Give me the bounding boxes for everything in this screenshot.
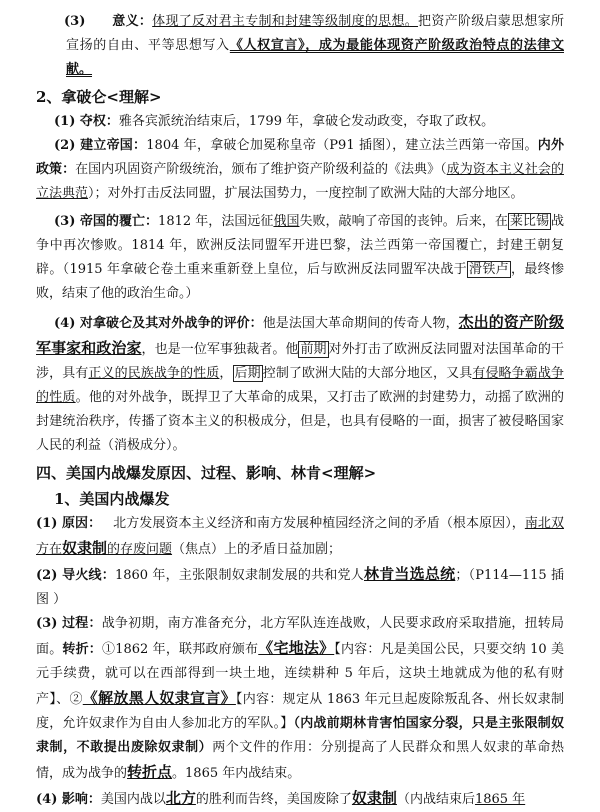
cause-text-5: （焦点）上的矛盾日益加剧； xyxy=(172,542,342,557)
process-text-6: 【内容：规定从 1863 年元旦起废除叛乱各、州长奴隶制度，允许奴隶作为自由人参加北方的军队。】 xyxy=(36,692,564,731)
item-text-5: 战争中再次惨败。1814 年，欧洲反法同盟军开进巴黎，法兰西第一帝国覆亡，封建王朝复辟。（1915 年拿破仑卷土重来重新登上皇位，后与欧洲反法同盟军决战于 xyxy=(36,214,564,277)
eval-text-7: ， xyxy=(219,366,233,381)
item-label: (1) 夺权： xyxy=(54,114,119,129)
item-number: (3) xyxy=(64,14,86,29)
turning-point: 转折点 xyxy=(127,763,173,781)
civil-war-trigger xyxy=(36,562,564,612)
impact-text-6: 1865 年 xyxy=(474,792,526,807)
item-text-1: 1812 年，法国远征 xyxy=(158,214,274,229)
process-text-10: 。1865 年内战结束。 xyxy=(172,766,301,781)
item-label: (2) 导火线： xyxy=(36,568,115,583)
section-heading-usa: 四、美国内战爆发原因、过程、影响、林肯<理解> xyxy=(36,464,377,482)
eval-text-9: 控制了欧洲大陆的大部分地区，又具 xyxy=(262,366,473,381)
meaning-text-1: 体现了反对君主专制和封建等级制度的思想。 xyxy=(152,14,419,29)
eval-text-2: 杰出的资产阶级军事家和政治家 xyxy=(36,313,564,357)
cause-text-4: 的存废问题 xyxy=(107,542,173,557)
trigger-text-1: 1860 年，主张限制奴隶制发展的共和党人 xyxy=(114,568,364,583)
eval-text-6: 正义的民族战争的性质 xyxy=(88,366,220,381)
item-label: 意义： xyxy=(112,14,153,29)
meaning-text-2: 把资产阶级启蒙思想家所宣扬的自由、平等思想写入 xyxy=(66,14,564,53)
impact-text-2: 北方 xyxy=(165,789,196,807)
item-label: (3) 过程： xyxy=(36,616,102,631)
russia-text: 俄国 xyxy=(273,214,300,229)
item-text-3: 失败，敲响了帝国的丧钟。后来，在 xyxy=(299,214,508,229)
emancipation-proclamation: 《解放黑人奴隶宣言》 xyxy=(82,689,236,707)
item-text-7: ，最终惨败，结束了他的政治生命。） xyxy=(36,262,564,301)
trigger-text-2: 林肯当选总统 xyxy=(363,565,456,583)
item-label: (1) 原因： xyxy=(36,516,102,531)
homestead-act: 《宅地法》 xyxy=(258,639,335,657)
civil-war-process xyxy=(36,612,564,786)
eval-text-11: 。他的对外战争，既捍卫了大革命的成果，又打击了欧洲的封建势力，动摇了欧洲的封建统治秩序，传播了资本主义的积极成分，但是，也具有侵略的一面，损害了被侵略国家人民的利益（消极成分）。 xyxy=(36,390,564,453)
leipzig-text: 莱比锡 xyxy=(509,214,549,229)
item-text-3: 成为资本主义社会的立法典范 xyxy=(36,162,564,201)
eval-text-3: ，也是一位军事独裁者。他 xyxy=(141,342,299,357)
process-text-4: 【内容：凡是美国公民，只要交纳 10 美元手续费，就可以在西部得到一块土地，连续耕种 5 年后，这块土地就成为他的私有财产】、② xyxy=(36,642,564,707)
early-period-text: 前期 xyxy=(300,342,327,357)
item-text-4: ）；对外打击反法同盟，扩展法国势力，一度控制了欧洲大陆的大部分地区。 xyxy=(88,186,524,201)
process-text-8: 两个文件的作用：分别提高了人民群众和黑人奴隶的革命热情，成为战争的 xyxy=(36,740,564,781)
item-text: 雅各宾派统治结束后，1799 年，拿破仑发动政变，夺取了政权。 xyxy=(118,114,495,129)
cause-text-2: 南北双方在 xyxy=(36,516,564,557)
impact-text-3: 的胜利而告终，美国废除了 xyxy=(195,792,352,807)
item-text-1: 1804 年，拿破仑加冕称皇帝（P91 插图），建立法兰西第一帝国。 xyxy=(146,138,538,153)
napoleon-seize-power xyxy=(36,110,564,134)
item-label: (4) 对拿破仑及其对外战争的评价： xyxy=(54,316,263,331)
eval-text-10: 有侵略争霸战争的性质 xyxy=(36,366,564,405)
process-text-1: 战争初期，南方准备充分，北方军队连连战败，人民要求政府采取措施，扭转局面。 xyxy=(36,616,564,657)
meaning-paragraph xyxy=(36,10,564,82)
impact-text-4: 奴隶制 xyxy=(351,789,397,807)
item-label: (2) 建立帝国： xyxy=(54,138,147,153)
cause-text-1: 北方发展资本主义经济和南方发展种植园经济之间的矛盾（根本原因）， xyxy=(113,516,525,531)
item-label: (3) 帝国的覆亡： xyxy=(54,214,159,229)
trigger-text-3: ；（P114—115 插图 ） xyxy=(36,568,564,607)
section-heading-napoleon: 2、拿破仑<理解> xyxy=(36,88,162,106)
item-label: (4) 影响： xyxy=(36,792,101,807)
cause-text-3: 奴隶制 xyxy=(62,539,108,557)
napoleon-empire xyxy=(36,134,564,206)
impact-text-5: （内战结束后 xyxy=(396,792,475,807)
subsection-heading-civil-war: 1、美国内战爆发 xyxy=(54,490,170,508)
napoleon-fall xyxy=(36,210,564,306)
civil-war-cause xyxy=(36,512,564,562)
item-label-2: 内外政策： xyxy=(36,138,564,177)
eval-text-5: 对外打击了欧洲反法同盟对法国革命的干涉，具有 xyxy=(36,342,564,381)
eval-text-1: 他是法国大革命期间的传奇人物， xyxy=(262,316,459,331)
waterloo-text: 滑铁卢 xyxy=(468,262,509,277)
napoleon-evaluation xyxy=(36,310,564,458)
process-text-7: （内战前期林肯害怕国家分裂，只是主张限制奴隶制，不敢提出废除奴隶制） xyxy=(36,716,564,755)
meaning-text-3: 《人权宣言》，成为最能体现资产阶级政治特点的法律文献。 xyxy=(66,38,564,77)
impact-text-1: 美国内战以 xyxy=(100,792,166,807)
civil-war-impact xyxy=(36,786,564,812)
item-text-2: 在国内巩固资产阶级统治，颁布了维护资产阶级利益的《法典》（ xyxy=(75,162,447,177)
item-label-2: 转折： xyxy=(62,642,103,657)
process-text-2: ①1862 年，联邦政府颁布 xyxy=(102,642,259,657)
late-period-text: 后期 xyxy=(234,366,261,381)
